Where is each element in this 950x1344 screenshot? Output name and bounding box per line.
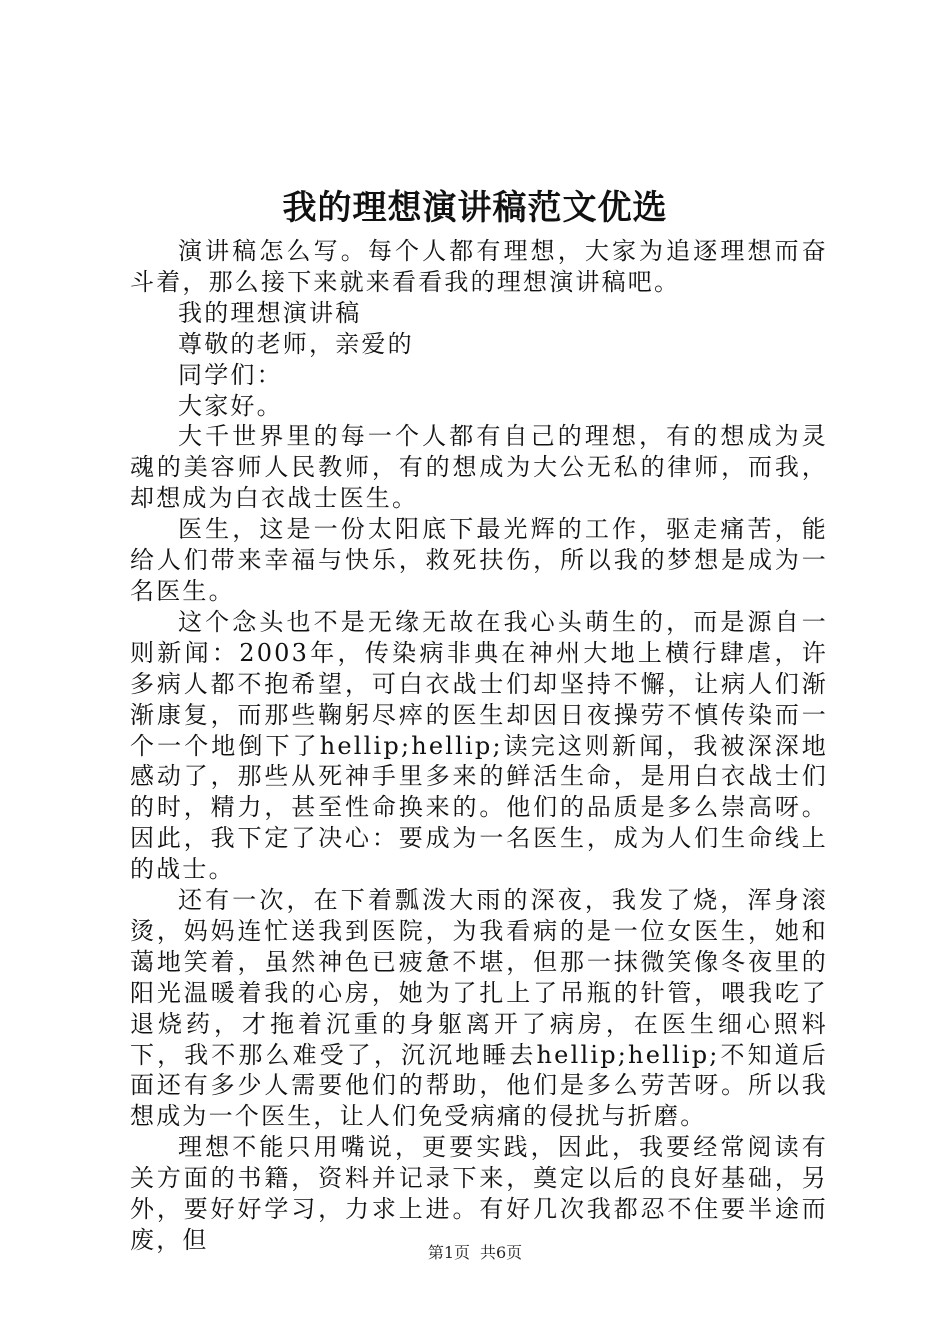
paragraph-intro: 演讲稿怎么写。每个人都有理想，大家为追逐理想而奋斗着，那么接下来就来看看我的理想演讲稿吧。 — [130, 237, 828, 296]
paragraph-body: 理想不能只用嘴说，更要实践，因此，我要经常阅读有关方面的书籍，资料并记录下来，奠定以后的良好基础，另外，要好好学习，力求上进。有好几次我都忍不住要半途而废，但 — [130, 1133, 828, 1254]
document-body — [130, 236, 828, 1256]
paragraph-speech-title: 我的理想演讲稿 — [178, 298, 362, 327]
paragraph-body: 这个念头也不是无缘无故在我心头萌生的，而是源自一则新闻：2003年，传染病非典在神州大地上横行肆虐，许多病人都不抱希望，可白衣战士们却坚持不懈，让病人们渐渐康复，而那些鞠躬尽瘁的医生却因日夜操劳不慎传染而一个一个地倒下了hellip;hellip;读完这则新闻，我被深深地感动了，那些从死神手里多来的鲜活生命，是用白衣战士们的时，精力，甚至性命换来的。他们的品质是多么崇高呀。因此，我下定了决心：要成为一名医生，成为人们生命线上的战士。 — [130, 607, 828, 884]
paragraph-salutation-cont: 同学们： — [178, 360, 283, 389]
paragraph-salutation: 尊敬的老师，亲爱的 — [178, 329, 414, 358]
page-number: 第1页 — [427, 1243, 470, 1262]
paragraph-body: 大千世界里的每一个人都有自己的理想，有的想成为灵魂的美容师人民教师，有的想成为大公无私的律师，而我，却想成为白衣战士医生。 — [130, 422, 828, 513]
paragraph-body: 还有一次，在下着瓢泼大雨的深夜，我发了烧，浑身滚烫，妈妈连忙送我到医院，为我看病的是一位女医生，她和蔼地笑着，虽然神色已疲惫不堪，但那一抹微笑像冬夜里的阳光温暖着我的心房，她为了扎上了吊瓶的针管，喂我吃了退烧药，才拖着沉重的身躯离开了病房，在医生细心照料下，我不那么难受了，沉沉地睡去hellip;hellip;不知道后面还有多少人需要他们的帮助，他们是多么劳苦呀。所以我想成为一个医生，让人们免受病痛的侵扰与折磨。 — [130, 886, 828, 1131]
page-total: 共6页 — [480, 1243, 523, 1262]
document-title: 我的理想演讲稿范文优选 — [282, 188, 668, 228]
paragraph-body: 医生，这是一份太阳底下最光辉的工作，驱走痛苦，能给人们带来幸福与快乐，救死扶伤，所以我的梦想是成为一名医生。 — [130, 515, 828, 605]
page-footer — [0, 1241, 950, 1265]
paragraph-greeting: 大家好。 — [178, 391, 283, 420]
